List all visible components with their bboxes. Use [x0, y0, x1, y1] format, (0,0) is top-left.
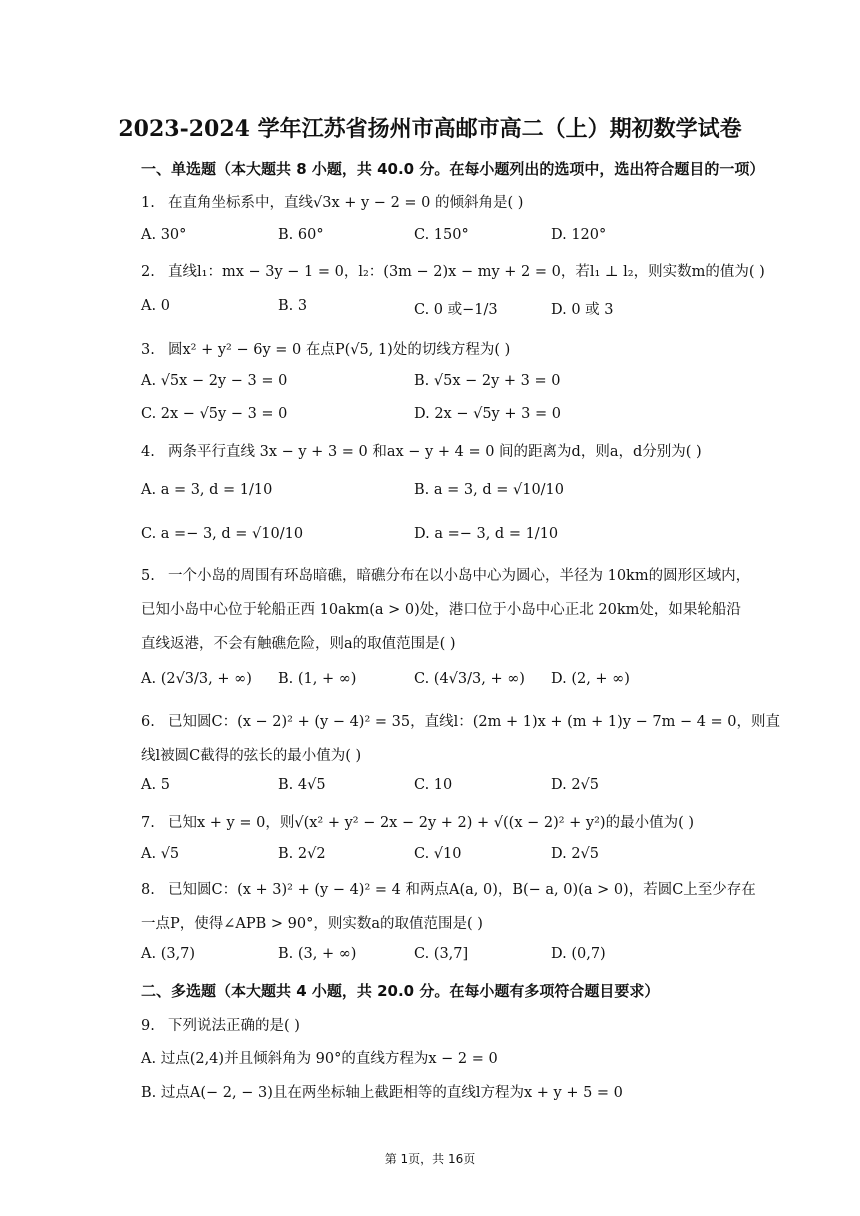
q4-option-a: A. a = 3, d = 1/10 — [141, 482, 273, 498]
q4-option-d: D. a =− 3, d = 1/10 — [414, 526, 559, 542]
q2-option-d: D. 0 或 3 — [551, 302, 614, 318]
question-2: 2. 直线l₁：mx − 3y − 1 = 0，l₂：(3m − 2)x − my + 2 = 0，若l₁ ⊥ l₂，则实数m的值为( ) — [141, 264, 765, 280]
q5-option-a: A. (2√3/3, + ∞) — [141, 671, 252, 687]
q6-option-c: C. 10 — [414, 777, 453, 793]
question-5: 5. 一个小岛的周围有环岛暗礁，暗礁分布在以小岛中心为圆心，半径为 10km的圆形区域内， — [141, 568, 751, 584]
q5-option-b: B. (1, + ∞) — [278, 671, 357, 687]
question-7: 7. 已知x + y = 0，则√(x² + y² − 2x − 2y + 2) + √((x − 2)² + y²)的最小值为( ) — [141, 815, 695, 831]
q3-option-d: D. 2x − √5y + 3 = 0 — [414, 406, 561, 422]
q2-option-a: A. 0 — [141, 298, 170, 314]
question-5-line-2: 已知小岛中心位于轮船正西 10akm(a > 0)处，港口位于小岛中心正北 20km处，如果轮船沿 — [141, 602, 741, 618]
question-9: 9. 下列说法正确的是( ) — [141, 1018, 300, 1034]
q4-option-c: C. a =− 3, d = √10/10 — [141, 526, 304, 542]
q1-option-c: C. 150° — [414, 227, 469, 243]
q7-option-c: C. √10 — [414, 846, 462, 862]
q7-option-d: D. 2√5 — [551, 846, 600, 862]
q1-option-b: B. 60° — [278, 227, 324, 243]
page-title: 2023-2024 学年江苏省扬州市高邮市高二（上）期初数学试卷 — [118, 116, 742, 142]
question-6-line-2: 线l被圆C截得的弦长的最小值为( ) — [141, 748, 362, 764]
q9-option-b: B. 过点A(− 2, − 3)且在两坐标轴上截距相等的直线l方程为x + y + 5 = 0 — [141, 1085, 623, 1101]
q8-option-d: D. (0,7) — [551, 946, 606, 962]
q5-option-c: C. (4√3/3, + ∞) — [414, 671, 525, 687]
q8-option-c: C. (3,7] — [414, 946, 469, 962]
q1-option-a: A. 30° — [141, 227, 187, 243]
q3-option-a: A. √5x − 2y − 3 = 0 — [141, 373, 288, 389]
question-8: 8. 已知圆C：(x + 3)² + (y − 4)² = 4 和两点A(a, 0)，B(− a, 0)(a > 0)，若圆C上至少存在 — [141, 882, 756, 898]
question-3: 3. 圆x² + y² − 6y = 0 在点P(√5, 1)处的切线方程为( ) — [141, 342, 511, 358]
question-6: 6. 已知圆C：(x − 2)² + (y − 4)² = 35，直线l：(2m + 1)x + (m + 1)y − 7m − 4 = 0，则直 — [141, 714, 781, 730]
section-heading-multi-choice: 二、多选题（本大题共 4 小题，共 20.0 分。在每小题有多项符合题目要求） — [141, 982, 660, 1000]
q4-option-b: B. a = 3, d = √10/10 — [414, 482, 565, 498]
q6-option-a: A. 5 — [141, 777, 170, 793]
question-5-line-3: 直线返港，不会有触礁危险，则a的取值范围是( ) — [141, 636, 456, 652]
q8-option-a: A. (3,7) — [141, 946, 196, 962]
q6-option-b: B. 4√5 — [278, 777, 326, 793]
q2-option-b: B. 3 — [278, 298, 308, 314]
q1-option-d: D. 120° — [551, 227, 607, 243]
section-heading-single-choice: 一、单选题（本大题共 8 小题，共 40.0 分。在每小题列出的选项中，选出符合题目的一项） — [141, 160, 765, 178]
question-1: 1. 在直角坐标系中，直线√3x + y − 2 = 0 的倾斜角是( ) — [141, 195, 524, 211]
question-8-line-2: 一点P，使得∠APB > 90°，则实数a的取值范围是( ) — [141, 916, 483, 932]
q7-option-b: B. 2√2 — [278, 846, 326, 862]
q3-option-b: B. √5x − 2y + 3 = 0 — [414, 373, 561, 389]
q2-option-c: C. 0 或−1/3 — [414, 302, 498, 318]
question-4: 4. 两条平行直线 3x − y + 3 = 0 和ax − y + 4 = 0 间的距离为d，则a，d分别为( ) — [141, 444, 702, 460]
q5-option-d: D. (2, + ∞) — [551, 671, 630, 687]
q7-option-a: A. √5 — [141, 846, 180, 862]
q9-option-a: A. 过点(2,4)并且倾斜角为 90°的直线方程为x − 2 = 0 — [141, 1051, 498, 1067]
q3-option-c: C. 2x − √5y − 3 = 0 — [141, 406, 288, 422]
q6-option-d: D. 2√5 — [551, 777, 600, 793]
page-footer: 第 1页，共 16页 — [384, 1152, 476, 1166]
q8-option-b: B. (3, + ∞) — [278, 946, 357, 962]
